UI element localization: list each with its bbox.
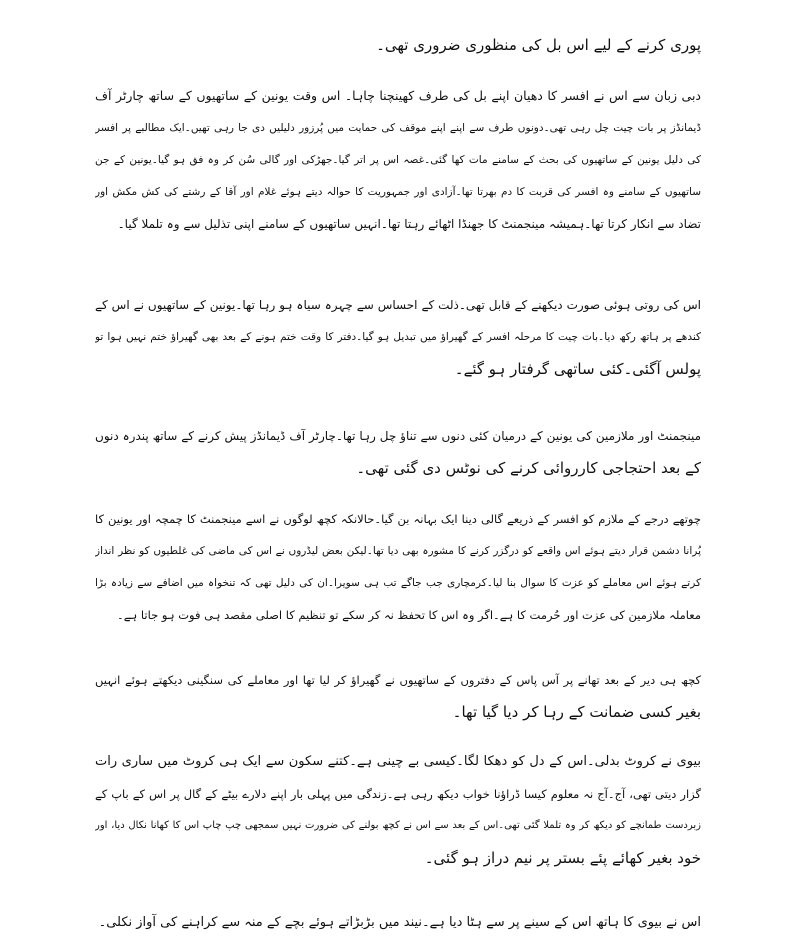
text-line: پُرانا دشمن قرار دیتے ہوئے اس واقعے کو درگزر کرنے کا مشورہ بھی دیا تھا۔لیکن بعض لیڈروں نے اس کی ماضی کی غلطیوں کو نظر انداز bbox=[95, 545, 701, 557]
paragraph-3 bbox=[95, 289, 701, 385]
paragraph-4 bbox=[95, 420, 701, 484]
paragraph-6 bbox=[95, 664, 701, 728]
text-line: ساتھیوں کے سامنے وہ افسر کی قربت کا دم بھرتا تھا۔آزادی اور جمہوریت کا حوالہ دیتے ہوئے غلام اور آقا کے رشتے کی کش مکش اور bbox=[95, 186, 701, 198]
text-line: کندھے پر ہاتھ رکھ دیا۔بات چیت کا مرحلہ افسر کے گھیراؤ میں تبدیل ہو گیا۔دفتر کا وقت ختم ہونے کے بعد بھی گھیراؤ ختم نہیں ہوا تو bbox=[95, 331, 701, 343]
paragraph-1 bbox=[95, 29, 701, 61]
paragraph-5 bbox=[95, 503, 701, 631]
text-line: گزار دیتی تھی، آج۔آج نہ معلوم کیسا ڈراؤنا خواب دیکھ رہی ہے۔زندگی میں پہلی بار اپنے دلارے بیٹے کے گال پر اس کے باپ کے bbox=[95, 787, 701, 801]
text-line: مینجمنٹ اور ملازمین کی یونین کے درمیان کئی دنوں سے تناؤ چل رہا تھا۔چارٹر آف ڈیمانڈز پیش کرنے کے ساتھ پندرہ دنوں bbox=[95, 429, 701, 443]
text-line: بغیر کسی ضمانت کے رہا کر دیا گیا تھا۔ bbox=[452, 703, 701, 721]
paragraph-2 bbox=[95, 80, 701, 240]
text-line: کرتے ہوئے اس معاملے کو عزت کا سوال بنا لیا۔کرمچاری جب جاگے تب ہی سویرا۔ان کی دلیل تھی کہ تنخواہ میں اضافے سے زیادہ بڑا bbox=[95, 577, 701, 589]
text-line: دبی زبان سے اس نے افسر کا دھیان اپنے بل کی طرف کھینچنا چاہا۔ اس وقت یونین کے ساتھیوں کے ساتھ چارٹر آف bbox=[95, 88, 701, 103]
text-line: ڈیمانڈز پر بات چیت چل رہی تھی۔دونوں طرف سے اپنے اپنے موقف کی حمایت میں پُرزور دلیلیں دی جا رہی تھیں۔ایک مطالبے پر افسر bbox=[95, 122, 701, 134]
text-line: کچھ ہی دیر کے بعد تھانے پر آس پاس کے دفتروں کے ساتھیوں نے گھیراؤ کر لیا تھا اور معاملے کی سنگینی دیکھتے ہوئے انہیں bbox=[95, 673, 701, 687]
text-line: چوتھے درجے کے ملازم کو افسر کے ذریعے گالی دینا ایک بہانہ بن گیا۔حالانکہ کچھ لوگوں نے اسے مینجمنٹ کا چمچہ اور یونین کا bbox=[95, 512, 701, 526]
text-line: اس نے بیوی کا ہاتھ اس کے سینے پر سے ہٹا دیا ہے۔نیند میں بڑبڑاتے ہوئے بچے کے منہ سے کراہنے کی آواز نکلی۔ bbox=[98, 915, 701, 930]
text-line: کے بعد احتجاجی کارروائی کرنے کی نوٹس دی گئی تھی۔ bbox=[356, 459, 701, 477]
text-line: بیوی نے کروٹ بدلی۔اس کے دل کو دھکا لگا۔کیسی بے چینی ہے۔کتنے سکون سے ایک ہی کروٹ میں ساری رات bbox=[95, 754, 701, 769]
paragraph-7 bbox=[95, 746, 701, 874]
text-line: زبردست طمانچے کو دیکھ کر وہ تلملا گئی تھی۔اس کے بعد سے اس نے کچھ بولنے کی ضرورت نہیں سمجھی چپ چاپ اس کا کھانا نکال دیا، اور bbox=[95, 820, 701, 831]
text-line: کی دلیل یونین کے ساتھیوں کی بحث کے سامنے مات کھا گئی۔غصہ اس پر اتر گیا۔جھڑکی اور گالی سُن کر وہ فق ہو گیا۔یونین کے جن bbox=[95, 154, 701, 166]
text-line: تضاد سے انکار کرتا تھا۔ہمیشہ مینجمنٹ کا جھنڈا اٹھائے رہتا تھا۔انہیں ساتھیوں کے سامنے اپنی تذلیل سے وہ تلملا گیا۔ bbox=[117, 217, 701, 231]
text-line: خود بغیر کھائے پئے بستر پر نیم دراز ہو گئی۔ bbox=[424, 849, 701, 867]
text-line: پوری کرنے کے لیے اس بل کی منظوری ضروری تھی۔ bbox=[376, 36, 701, 54]
text-line: پولس آگئی۔کئی ساتھی گرفتار ہو گئے۔ bbox=[454, 360, 701, 378]
paragraph-8 bbox=[95, 907, 701, 939]
text-line: اس کی روتی ہوئی صورت دیکھنے کے قابل تھی۔ذلت کے احساس سے چہرہ سیاہ ہو رہا تھا۔یونین کے ساتھیوں نے اس کے bbox=[95, 298, 701, 312]
text-line: معاملہ ملازمین کی عزت اور حُرمت کا ہے۔اگر وہ اس کا تحفظ نہ کر سکے تو تنظیم کا اصلی مقصد ہی فوت ہو جاتا ہے۔ bbox=[117, 608, 701, 622]
